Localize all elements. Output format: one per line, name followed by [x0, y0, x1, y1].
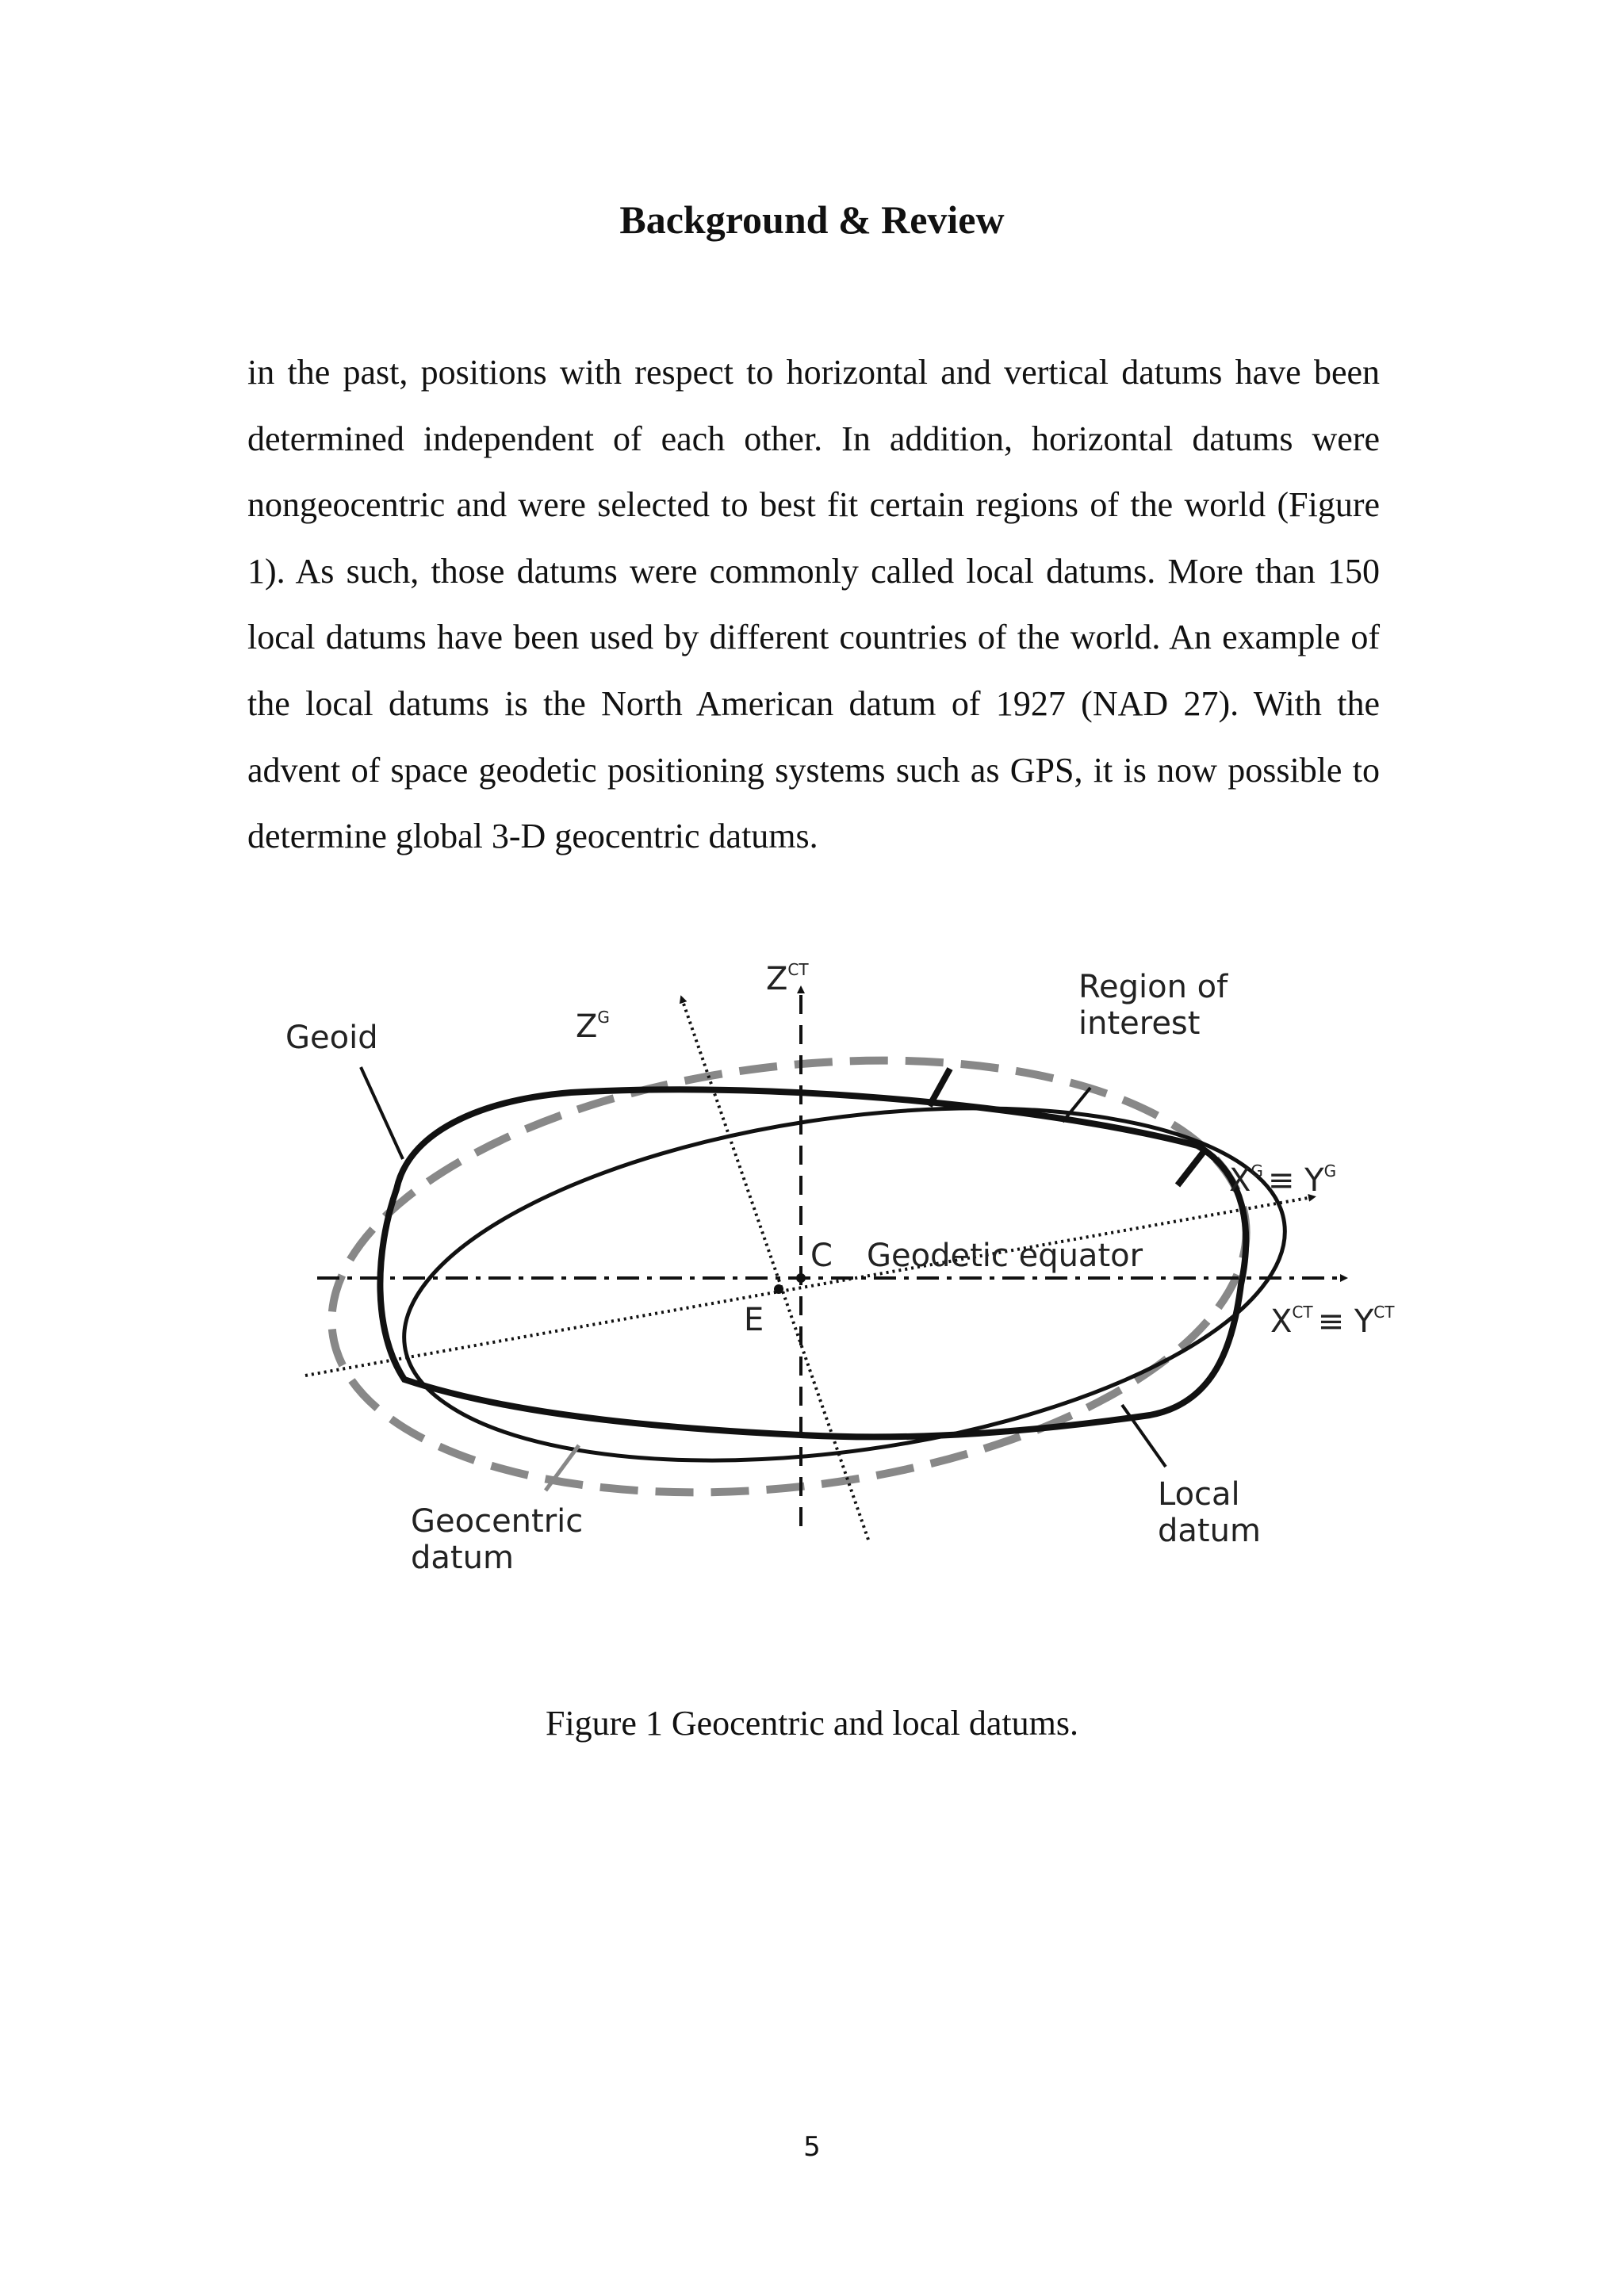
geocentric-label-line2: datum: [411, 1540, 514, 1576]
geocentric-label-line1: Geocentric: [411, 1503, 584, 1540]
page-number: 5: [803, 2131, 821, 2163]
figure-caption: Figure 1 Geocentric and local datums.: [545, 1704, 1078, 1743]
z-g-label: ZG: [576, 1008, 610, 1045]
body-paragraph: in the past, positions with respect to horizontal and vertical datums have been determined independent of each other. In addition, horizontal datums were nongeocentric and were selected to best fit certain regions of the world (Figure 1). As such, those datums were commonly called local datums. More than 150 local datums have been used by different countries of the world. An example of the local datums is the North American datum of 1927 (NAD 27). With the advent of space geodetic positioning systems such as GPS, it is now possible to determine global 3-D geocentric datums.: [247, 353, 1380, 856]
e-label: E: [744, 1302, 764, 1338]
x-g-label: XG ≡ YG: [1229, 1161, 1337, 1199]
geodetic-equator-label: Geodetic equator: [867, 1238, 1143, 1274]
page-title: Background & Review: [619, 197, 1005, 242]
local-datum-ellipse: [381, 1058, 1308, 1511]
geoid-label: Geoid: [285, 1020, 378, 1056]
point-e: [774, 1284, 783, 1294]
region-label-line2: interest: [1078, 1005, 1201, 1042]
geoid-leader: [361, 1067, 403, 1159]
region-label-line1: Region of: [1078, 969, 1228, 1005]
x-g-axis: [305, 1197, 1312, 1376]
datum-figure: [238, 936, 1475, 1617]
region-tick-right: [1178, 1150, 1205, 1185]
c-label: C: [810, 1238, 833, 1274]
local-label-line2: datum: [1158, 1513, 1261, 1549]
x-ct-label: XCT ≡ YCT: [1270, 1303, 1395, 1340]
point-c: [796, 1273, 806, 1283]
local-label-line1: Local: [1158, 1476, 1240, 1513]
z-ct-label: ZCT: [766, 960, 809, 997]
